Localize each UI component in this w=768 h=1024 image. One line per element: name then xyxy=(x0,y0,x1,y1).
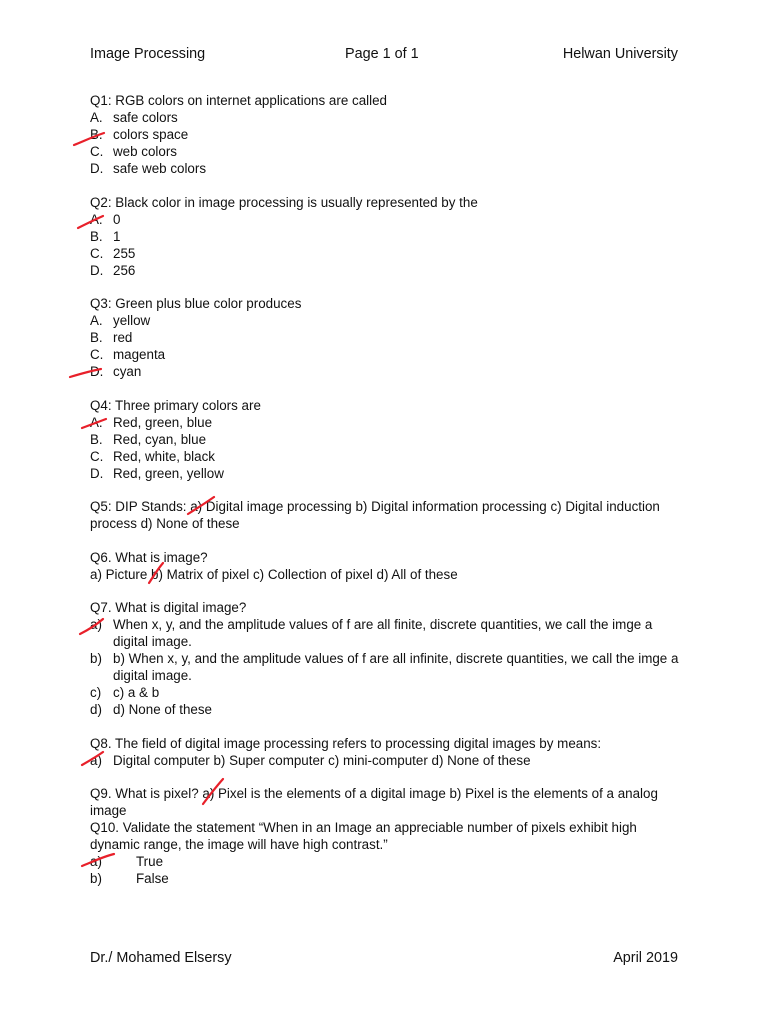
author-name: Dr./ Mohamed Elsersy xyxy=(90,950,232,966)
question-10 xyxy=(90,819,690,887)
question-text: Q9. What is pixel? a) Pixel is the elements of a digital image b) Pixel is the elements of a analog image xyxy=(90,786,658,818)
question-7 xyxy=(90,599,690,718)
question-4 xyxy=(90,397,690,482)
question-2 xyxy=(90,194,690,279)
option-a: a) Digital computer b) Super computer c) mini-computer d) None of these xyxy=(90,752,531,768)
question-text: Q4: Three primary colors are xyxy=(90,397,261,413)
option-d: D. Red, green, yellow xyxy=(90,465,224,481)
option-b: B. Red, cyan, blue xyxy=(90,431,207,447)
option-a: A. 0 xyxy=(90,211,121,227)
question-text: Q7. What is digital image? xyxy=(90,600,247,615)
option-c: C. 255 xyxy=(90,245,136,261)
question-1 xyxy=(90,92,690,177)
course-title: Image Processing xyxy=(90,46,206,62)
option-c: c) c) a & b xyxy=(90,685,160,700)
option-b: B. colors space xyxy=(90,127,189,142)
question-5 xyxy=(90,498,690,532)
question-text: Q10. Validate the statement “When in an Image an appreciable number of pixels exhibit high dynamic range, the image will have high contrast.” xyxy=(90,820,637,852)
option-a: A. Red, green, blue xyxy=(90,414,213,430)
option-c: C. magenta xyxy=(90,347,166,362)
option-b: B. red xyxy=(90,330,133,345)
page-number: Page 1 of 1 xyxy=(345,46,419,62)
option-d: d) d) None of these xyxy=(90,702,213,717)
question-9 xyxy=(90,785,690,819)
option-b: b) b) When x, y, and the amplitude values of f are all infinite, discrete quantities, we call the imge a digital image. xyxy=(90,651,679,683)
option-d: D. 256 xyxy=(90,262,136,278)
option-c: C. web colors xyxy=(90,144,178,159)
question-text: Q1: RGB colors on internet applications are called xyxy=(90,93,387,108)
question-8 xyxy=(90,735,690,769)
question-text: Q2: Black color in image processing is usually represented by the xyxy=(90,194,478,210)
option-c: C. Red, white, black xyxy=(90,448,215,464)
option-d: D. safe web colors xyxy=(90,161,207,176)
question-3 xyxy=(90,295,690,380)
question-choices: a) Picture b) Matrix of pixel c) Collection of pixel d) All of these xyxy=(90,566,458,582)
exam-date: April 2019 xyxy=(613,950,678,966)
option-a: A. safe colors xyxy=(90,110,178,125)
option-a: a) When x, y, and the amplitude values of f are all finite, discrete quantities, we call the imge a digital image. xyxy=(90,617,653,649)
university-name: Helwan University xyxy=(562,46,678,62)
question-list xyxy=(90,92,690,904)
question-text: Q6. What is image? xyxy=(90,549,208,565)
question-6 xyxy=(90,549,690,583)
option-a: a) True xyxy=(90,854,164,869)
option-b: b) False xyxy=(90,871,169,886)
option-a: A. yellow xyxy=(90,313,151,328)
question-text: Q5: DIP Stands: a) Digital image processing b) Digital information processing c) Digital induction process d) None of these xyxy=(90,499,660,531)
question-text: Q8. The field of digital image processing refers to processing digital images by means: xyxy=(90,735,602,751)
page-header xyxy=(90,46,678,66)
question-text: Q3: Green plus blue color produces xyxy=(90,296,302,311)
option-b: B. 1 xyxy=(90,228,121,244)
page-footer xyxy=(90,950,678,970)
option-d: D. cyan xyxy=(90,364,142,379)
